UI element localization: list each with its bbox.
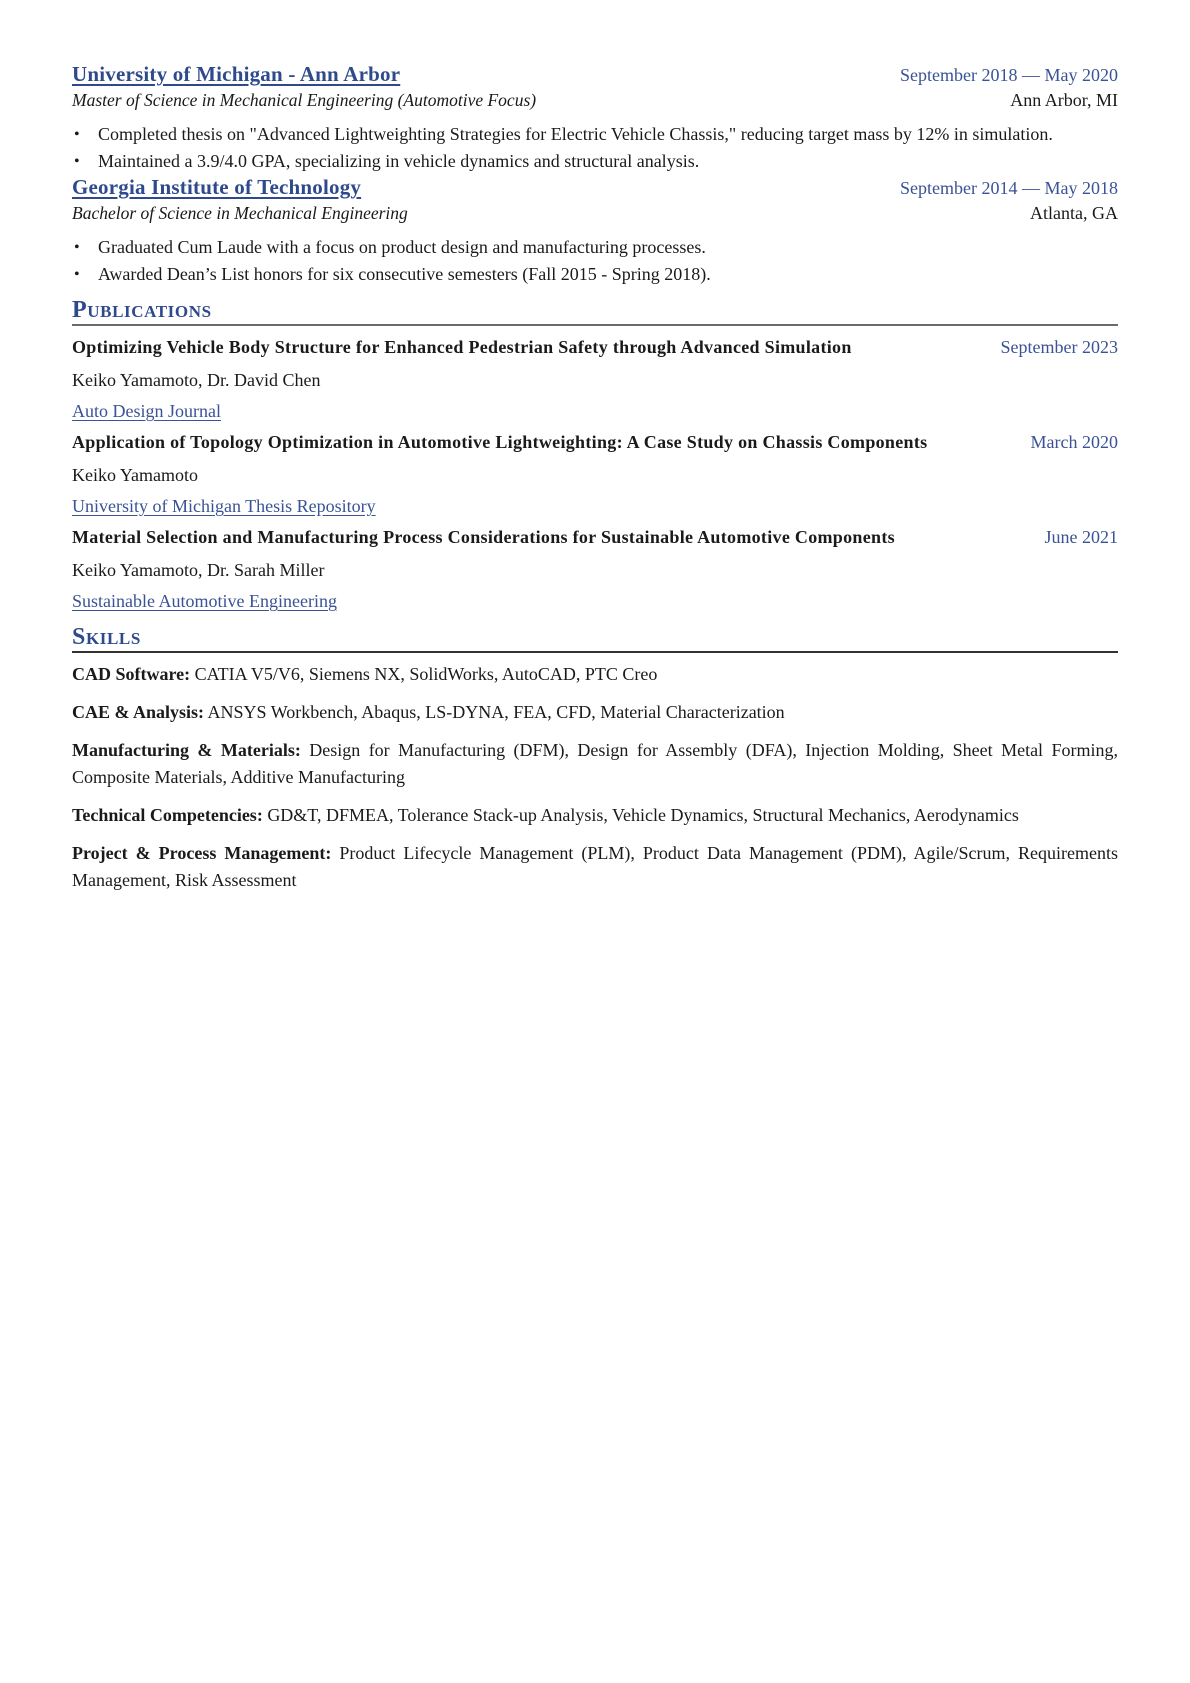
skill-row: [72, 840, 1118, 894]
publication-title: Material Selection and Manufacturing Process Considerations for Sustainable Automotive Components: [72, 527, 895, 547]
skill-label: CAD Software:: [72, 663, 191, 684]
bullet-list: [72, 234, 1118, 288]
publication-authors: Keiko Yamamoto, Dr. David Chen: [72, 370, 321, 390]
publication-date: March 2020: [1030, 432, 1118, 452]
degree: Bachelor of Science in Mechanical Engineering: [72, 203, 408, 223]
bullet-item: • Awarded Dean’s List honors for six consecutive semesters (Fall 2015 - Spring 2018).: [98, 261, 1118, 288]
publication-date: September 2023: [1000, 337, 1118, 357]
bullet-item: • Maintained a 3.9/4.0 GPA, specializing in vehicle dynamics and structural analysis.: [98, 148, 1118, 175]
skill-value: CATIA V5/V6, Siemens NX, SolidWorks, AutoCAD, PTC Creo: [194, 663, 658, 684]
section-title-publications: Publications: [72, 297, 212, 323]
publication-entry: [72, 429, 1118, 520]
bullet-list: [72, 121, 1118, 175]
publication-authors: Keiko Yamamoto, Dr. Sarah Miller: [72, 560, 325, 580]
section-divider: [72, 324, 1118, 326]
skill-row: [72, 802, 1118, 829]
bullet-item: • Completed thesis on "Advanced Lightweighting Strategies for Electric Vehicle Chassis," reducing target mass by 12% in simulation.: [98, 121, 1118, 148]
publication-title: Optimizing Vehicle Body Structure for Enhanced Pedestrian Safety through Advanced Simulation: [72, 337, 852, 357]
publication-entry: [72, 524, 1118, 615]
resume-page: [72, 62, 1118, 905]
skill-value: ANSYS Workbench, Abaqus, LS-DYNA, FEA, CFD, Material Characterization: [207, 701, 785, 722]
publication-venue-link[interactable]: University of Michigan Thesis Repository: [72, 496, 376, 516]
skill-label: Technical Competencies:: [72, 804, 263, 825]
skill-label: Project & Process Management:: [72, 842, 332, 863]
skill-row: [72, 737, 1118, 791]
skill-row: [72, 699, 1118, 726]
location: Ann Arbor, MI: [1010, 90, 1118, 110]
publication-venue-link[interactable]: Auto Design Journal: [72, 401, 221, 421]
skill-value: Design for Manufacturing (DFM), Design for Assembly (DFA), Injection Molding, Sheet Metal Forming, Composite Materials, Additive Manufacturing: [72, 739, 1118, 787]
bullet-item: • Graduated Cum Laude with a focus on product design and manufacturing processes.: [98, 234, 1118, 261]
education-dates: September 2018 — May 2020: [900, 65, 1118, 85]
degree: Master of Science in Mechanical Engineering (Automotive Focus): [72, 90, 537, 110]
location: Atlanta, GA: [1030, 203, 1118, 223]
publication-date: June 2021: [1044, 527, 1118, 547]
education-entry: [72, 62, 1118, 175]
skill-label: CAE & Analysis:: [72, 701, 205, 722]
skill-value: GD&T, DFMEA, Tolerance Stack-up Analysis, Vehicle Dynamics, Structural Mechanics, Aerodynamics: [267, 804, 1019, 825]
publication-authors: Keiko Yamamoto: [72, 465, 198, 485]
publication-venue-link[interactable]: Sustainable Automotive Engineering: [72, 591, 337, 611]
section-title-skills: Skills: [72, 624, 141, 650]
education-dates: September 2014 — May 2018: [900, 178, 1118, 198]
section-divider: [72, 651, 1118, 653]
institution-link[interactable]: Georgia Institute of Technology: [72, 175, 362, 199]
publication-entry: [72, 334, 1118, 425]
skill-row: [72, 661, 1118, 688]
skill-value: Product Lifecycle Management (PLM), Product Data Management (PDM), Agile/Scrum, Requirements Management, Risk Assessment: [72, 842, 1118, 890]
education-entry: [72, 175, 1118, 288]
skill-label: Manufacturing & Materials:: [72, 739, 301, 760]
institution-link[interactable]: University of Michigan - Ann Arbor: [72, 62, 401, 86]
publication-title: Application of Topology Optimization in Automotive Lightweighting: A Case Study on Chassis Components: [72, 432, 928, 452]
